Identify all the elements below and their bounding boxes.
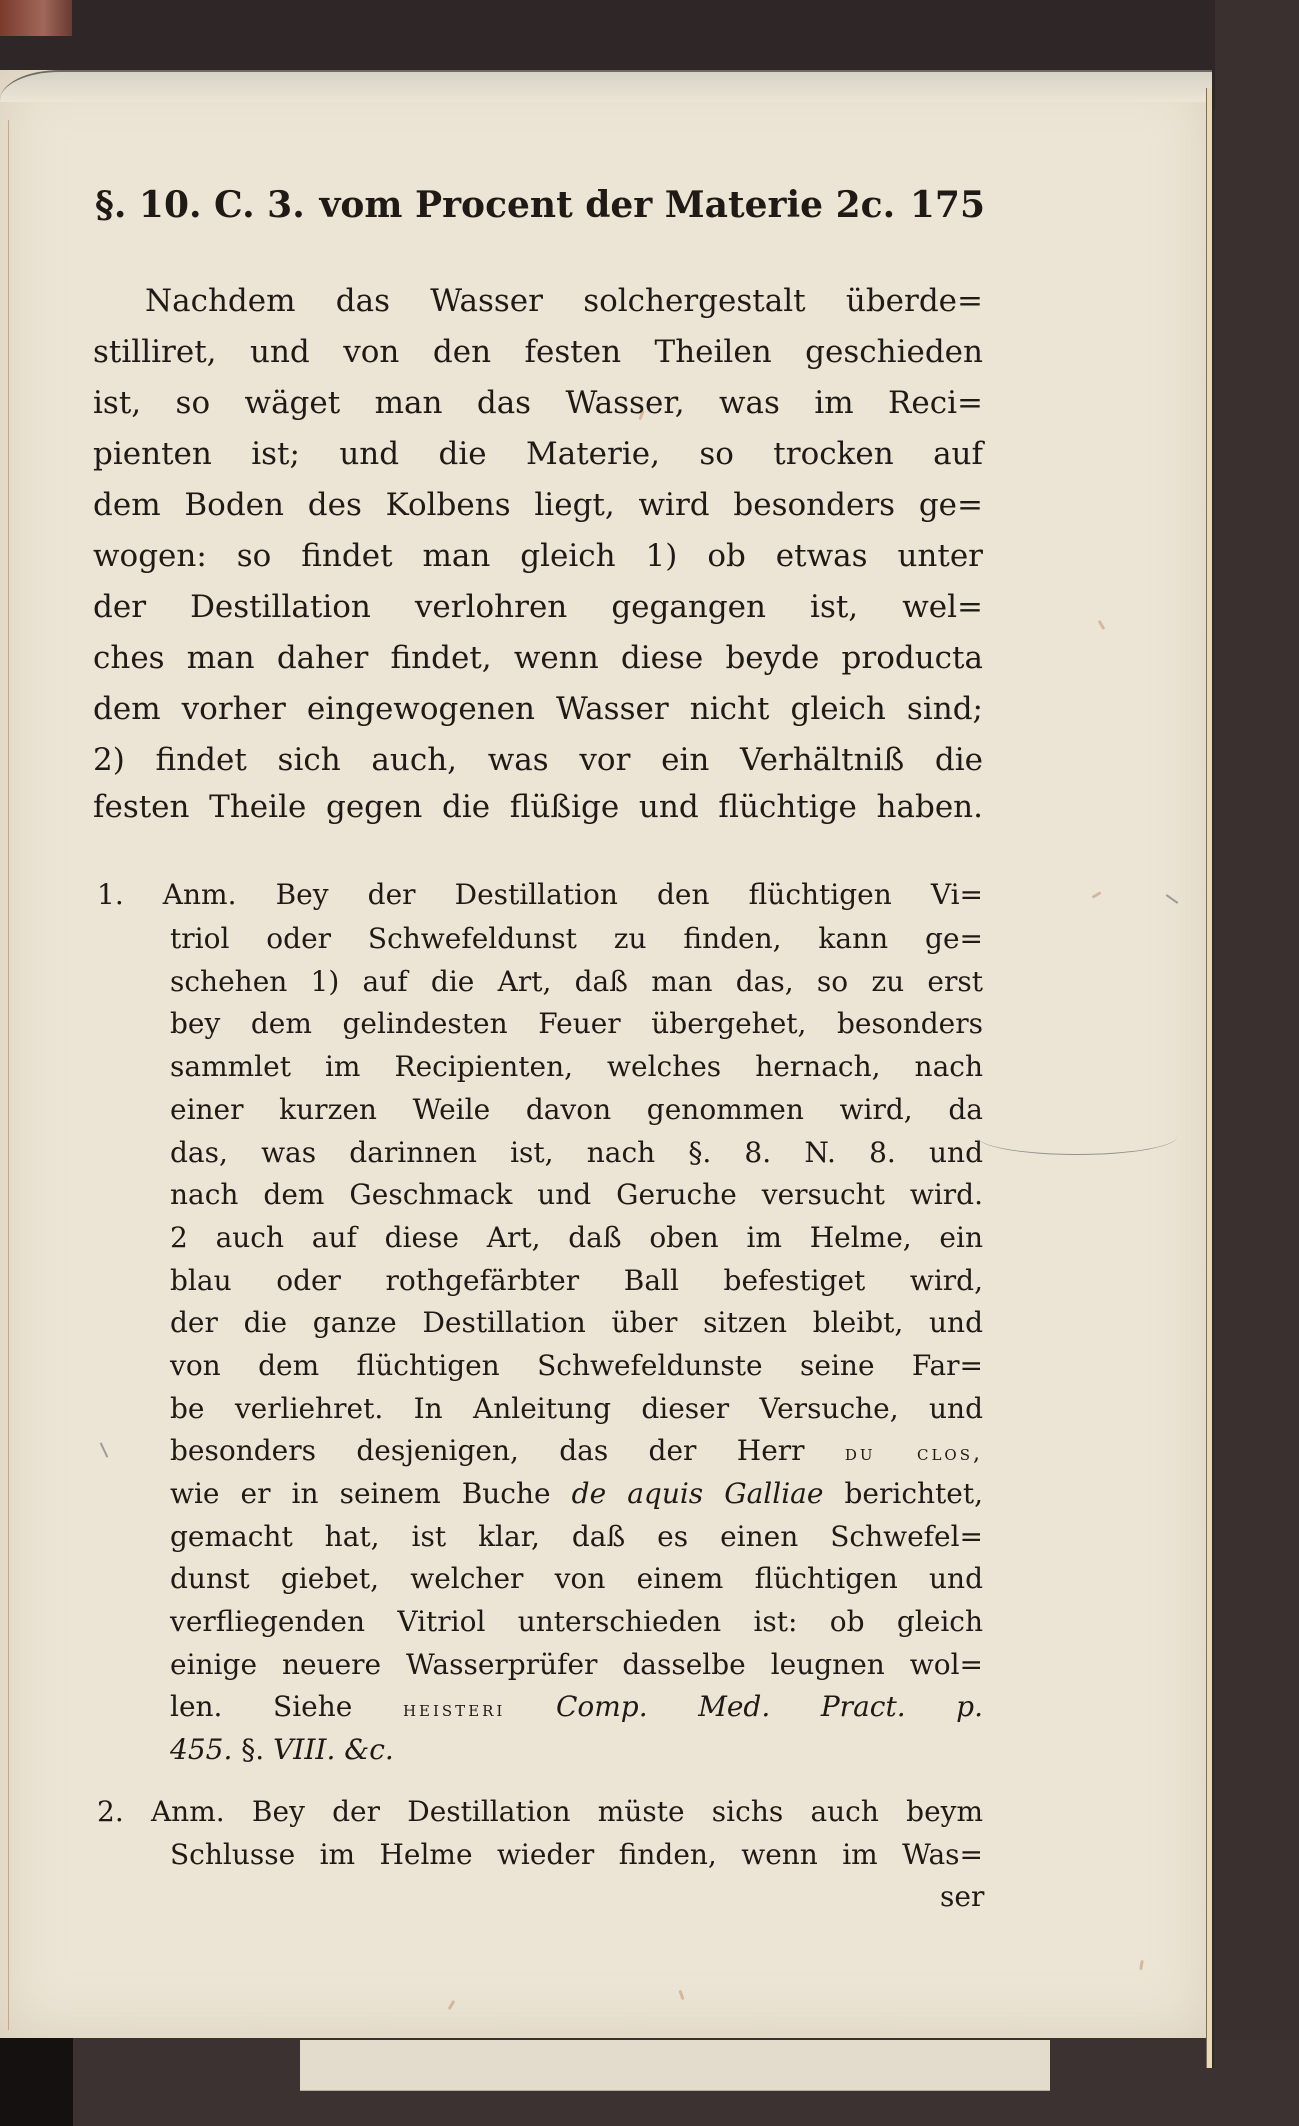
text-span: berichtet, — [844, 1477, 984, 1510]
author-name: heisteri — [402, 1697, 506, 1722]
text-line: dem Boden des Kolbens liegt, wird besonders ge= — [93, 487, 983, 523]
text-line: Nachdem das Wasser solchergestalt überde= — [145, 283, 983, 319]
running-head — [95, 180, 985, 230]
text-line-reference — [170, 1731, 983, 1769]
text-span: len. Siehe — [170, 1690, 353, 1723]
book-title: de aquis Galliae — [571, 1477, 824, 1510]
page-gutter-line — [8, 120, 9, 2030]
section-reference: §. 10. C. 3. — [95, 184, 305, 226]
text-line: dunst giebet, welcher von einem flüchtigen und — [170, 1562, 983, 1595]
pencil-mark-curve — [977, 1118, 1177, 1155]
section-reference: VIII. &c. — [273, 1733, 394, 1766]
text-span: Bey der Destillation den flüchtigen Vi= — [275, 878, 983, 911]
text-line: sammlet im Recipienten, welches hernach, nach — [170, 1050, 983, 1083]
text-line: triol oder Schwefeldunst zu finden, kann ge= — [170, 922, 983, 955]
text-line: der Destillation verlohren gegangen ist, wel= — [93, 589, 983, 625]
text-line: be verliehret. In Anleitung dieser Versuche, und — [170, 1392, 983, 1425]
dark-backdrop-right — [1215, 0, 1299, 2126]
text-line: Schlusse im Helme wieder finden, wenn im Was= — [170, 1838, 983, 1871]
text-line: einige neuere Wasserprüfer dasselbe leugnen wol= — [170, 1648, 983, 1681]
text-line: dem vorher eingewogenen Wasser nicht gleich sind; — [93, 691, 983, 727]
note-2-first-line — [97, 1793, 983, 1831]
text-line-aquis — [170, 1475, 983, 1513]
text-line: von dem flüchtigen Schwefeldunste seine Far= — [170, 1349, 983, 1382]
page-reference: 455. — [170, 1733, 233, 1766]
book-title: Comp. Med. Pract. p. — [555, 1690, 984, 1723]
text-line: 2 auch auf diese Art, daß oben im Helme, ein — [170, 1221, 983, 1254]
text-line: verfliegenden Vitriol unterschieden ist: ob gleich — [170, 1605, 983, 1638]
text-line: ches man daher findet, wenn diese beyde producta — [93, 640, 983, 676]
text-line-duclos — [170, 1432, 983, 1470]
text-span: Bey der Destillation müste sichs auch beym — [251, 1795, 984, 1828]
text-line: festen Theile gegen die flüßige und flüchtige haben. — [93, 789, 983, 825]
text-line: blau oder rothgefärbter Ball befestiget wird, — [170, 1264, 983, 1297]
text-span: wie er in seinem Buche — [170, 1477, 551, 1510]
page-edge-right — [1206, 88, 1214, 2068]
text-line: der die ganze Destillation über sitzen bleibt, und — [170, 1306, 983, 1339]
text-line: wogen: so findet man gleich 1) ob etwas unter — [93, 538, 983, 574]
text-line: einer kurzen Weile davon genommen wird, da — [170, 1093, 983, 1126]
text-line: schehen 1) auf die Art, daß man das, so zu erst — [170, 965, 983, 998]
text-line: stilliret, und von den festen Theilen geschieden — [93, 334, 983, 370]
note-1-label: 1. Anm. — [97, 878, 237, 911]
text-line: 2) findet sich auch, was vor ein Verhältniß die — [93, 742, 983, 778]
text-line: pienten ist; und die Materie, so trocken auf — [93, 436, 983, 472]
text-span: besonders desjenigen, das der Herr — [170, 1434, 805, 1467]
note-1-first-line — [97, 876, 983, 914]
book-cover-corner — [0, 0, 72, 36]
text-line: bey dem gelindesten Feuer übergehet, besonders — [170, 1007, 983, 1040]
text-line: ist, so wäget man das Wasser, was im Reci= — [93, 385, 983, 421]
text-line-heisteri — [170, 1688, 983, 1726]
page-number: 175 — [909, 184, 985, 226]
page-top-curl — [0, 70, 1212, 102]
underlying-page-edge — [300, 2040, 1050, 2091]
section-sign: §. — [241, 1733, 265, 1766]
catchword: ser — [940, 1880, 985, 1913]
text-line: nach dem Geschmack und Geruche versucht wird. — [170, 1178, 983, 1211]
text-line: gemacht hat, ist klar, daß es einen Schwefel= — [170, 1520, 983, 1553]
author-name: du clos, — [844, 1441, 983, 1466]
running-title: vom Procent der Materie 2c. — [319, 184, 896, 226]
note-2-label: 2. Anm. — [97, 1795, 225, 1828]
text-line: das, was darinnen ist, nach §. 8. N. 8. und — [170, 1136, 983, 1169]
